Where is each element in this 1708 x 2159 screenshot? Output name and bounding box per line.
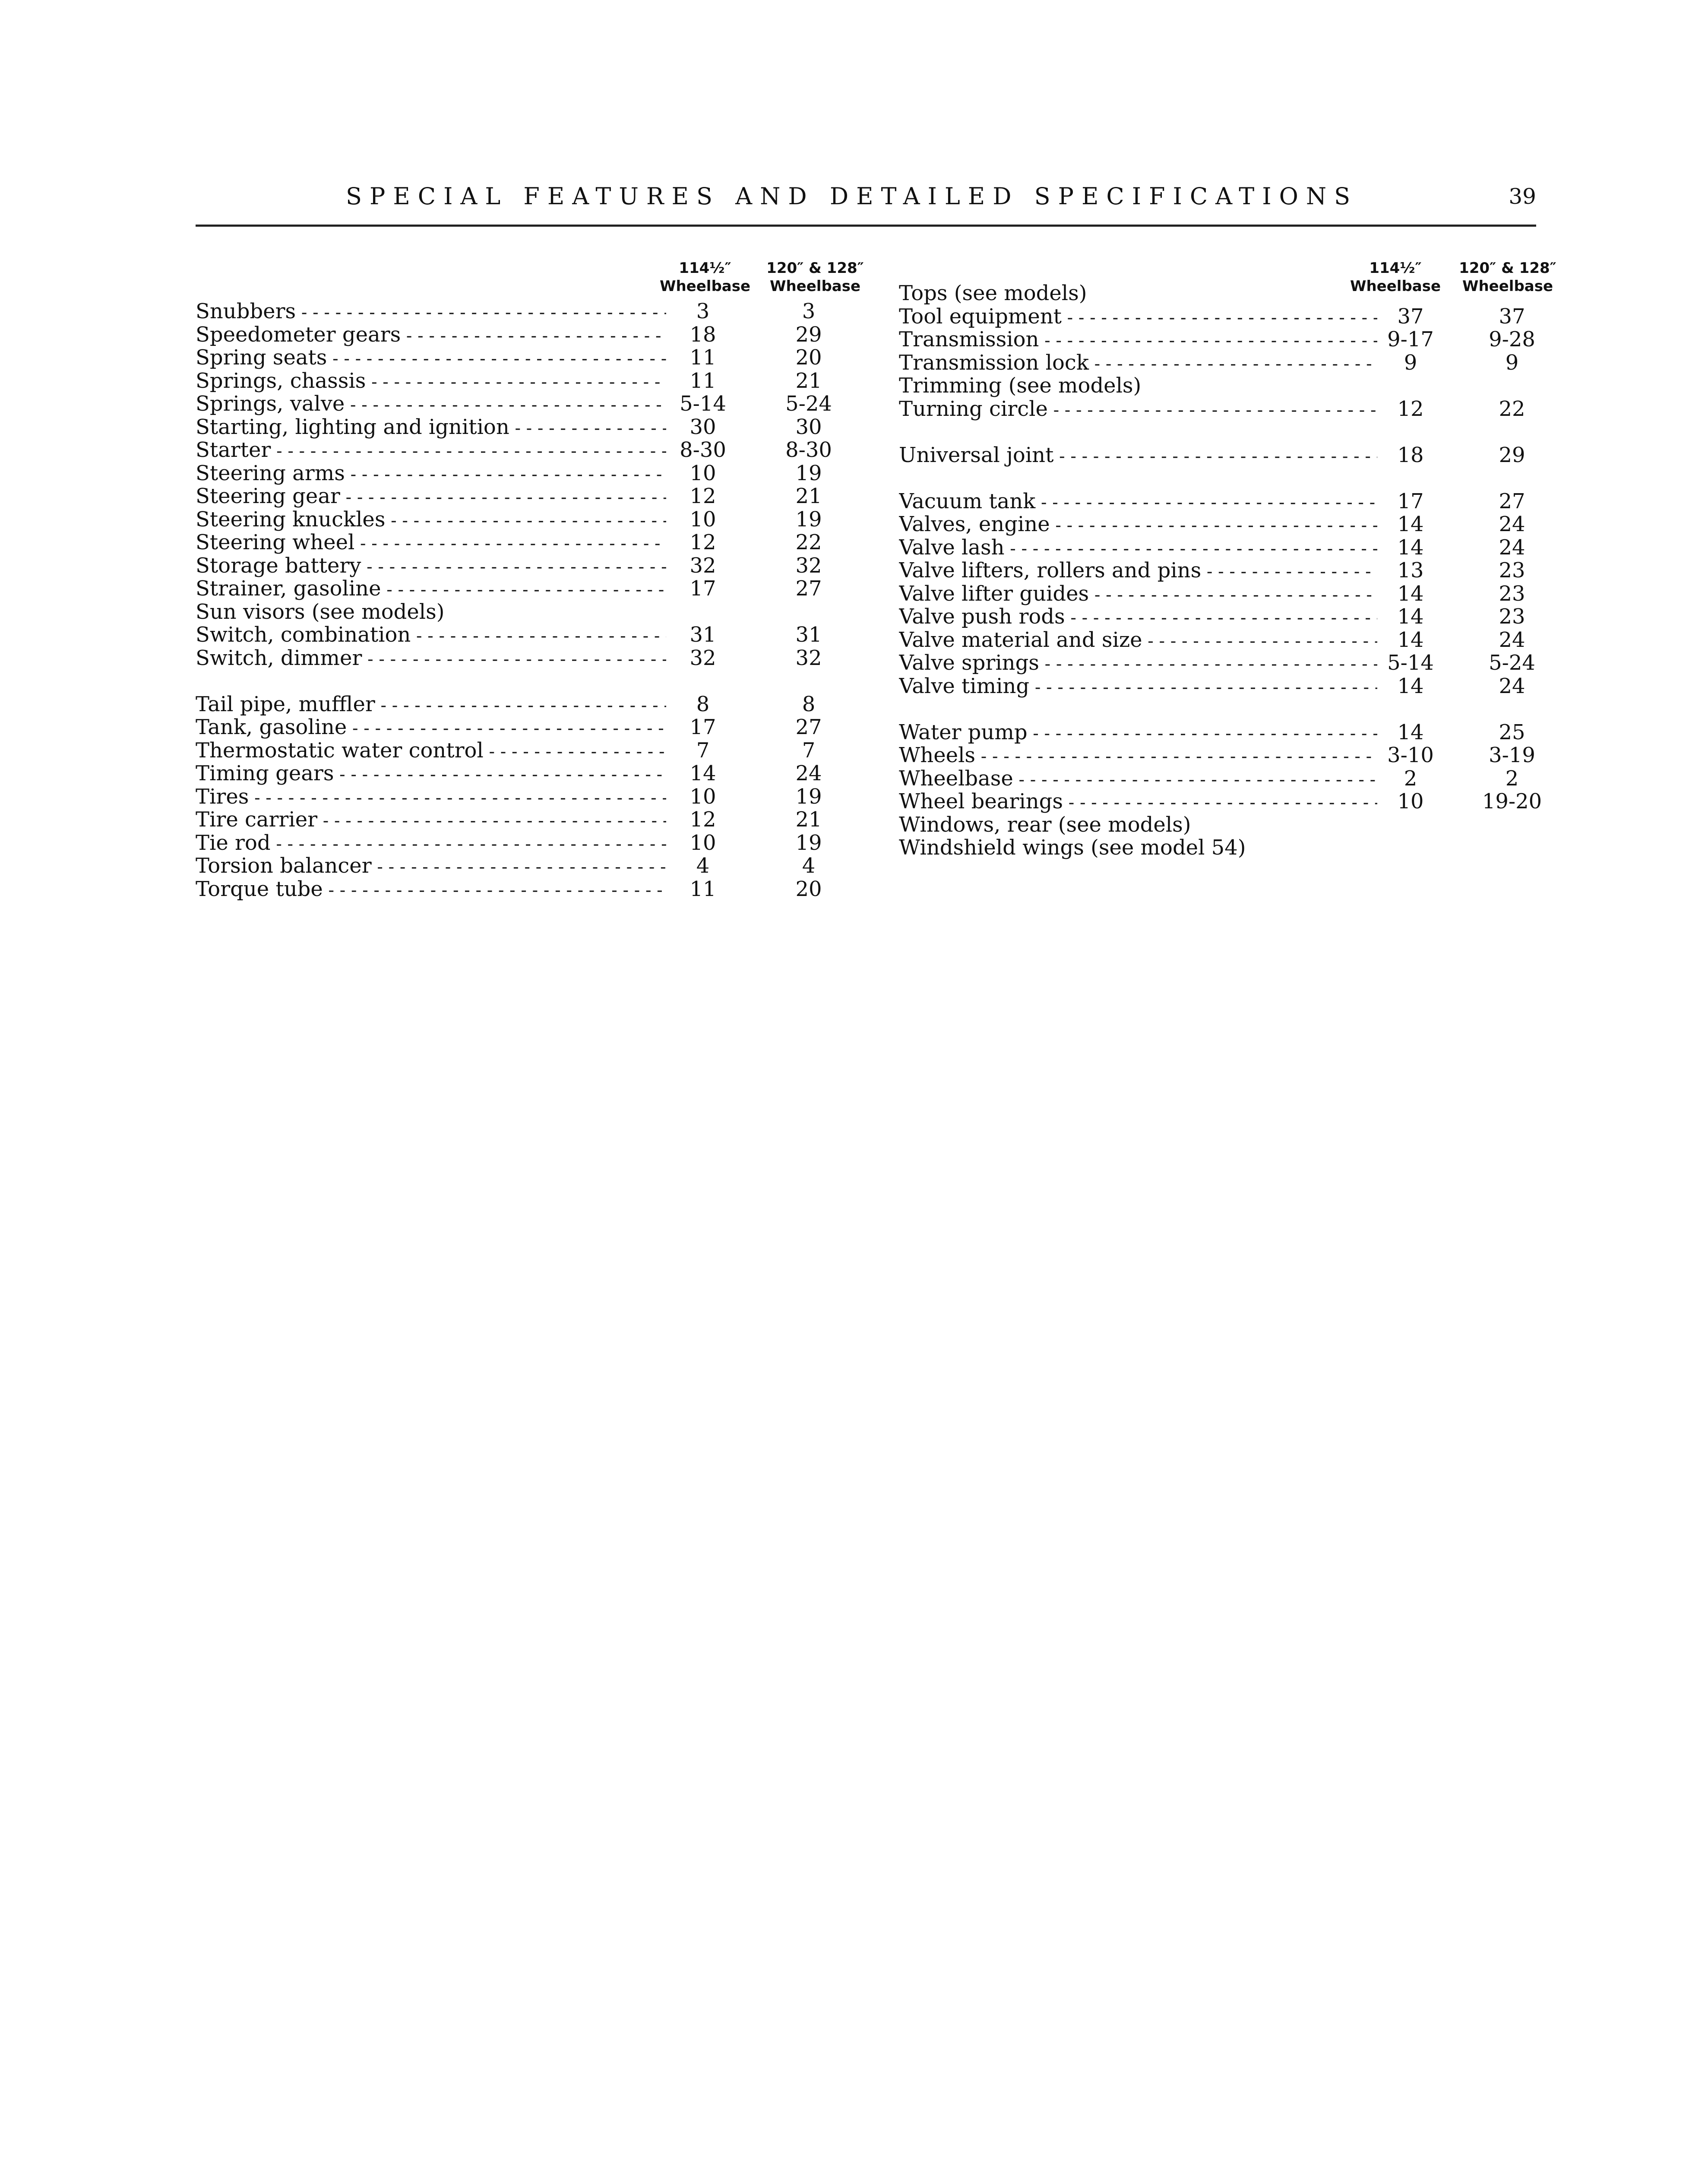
index-value-120-128: 30 [795, 415, 822, 439]
index-value-120-128: 32 [795, 646, 822, 670]
index-value-114: 10 [690, 784, 716, 809]
index-label: Speedometer gears - - - [196, 323, 666, 348]
index-row [196, 323, 867, 347]
index-row [899, 559, 1572, 582]
index-value-114: 5-14 [1387, 651, 1434, 675]
index-value-114: 3-10 [1387, 743, 1434, 767]
index-row [196, 485, 867, 508]
index-value-114: 14 [1397, 605, 1424, 629]
index-label: Steering arms - - - [196, 462, 666, 487]
index-row [899, 582, 1572, 606]
index-row [899, 814, 1572, 837]
index-value-120-128: 19 [795, 461, 822, 485]
index-label: Valve lifters, rollers and pins - - - [899, 559, 1377, 584]
index-label: Steering wheel - - - [196, 531, 666, 556]
index-row [196, 693, 867, 716]
index-row [196, 647, 867, 670]
index-value-120-128: 22 [1499, 396, 1525, 421]
index-row [899, 744, 1572, 767]
index-value-114: 11 [690, 368, 716, 393]
index-row [196, 855, 867, 878]
index-value-120-128: 27 [795, 576, 822, 601]
index-row [899, 629, 1572, 652]
index-label: Wheelbase - - - [899, 767, 1377, 792]
index-row [899, 328, 1572, 351]
index-value-120-128: 3-19 [1489, 743, 1535, 767]
index-value-120-128: 25 [1499, 720, 1525, 744]
index-value-120-128: 4 [802, 854, 816, 878]
index-label: Springs, chassis - - - [196, 370, 666, 394]
index-value-120-128: 9-28 [1489, 327, 1535, 351]
index-value-120-128: 7 [802, 738, 816, 763]
index-label: Sun visors (see models) [196, 600, 445, 624]
index-value-114: 14 [1397, 535, 1424, 560]
index-row [196, 832, 867, 855]
index-row [899, 305, 1572, 329]
index-row [899, 490, 1572, 513]
index-row [899, 282, 1572, 305]
index-value-114: 10 [1397, 789, 1424, 814]
index-label: Storage battery - - - [196, 554, 666, 579]
index-label: Switch, combination - - - [196, 624, 666, 648]
column-header-120-128-line2: Wheelbase [1462, 278, 1553, 295]
index-value-120-128: 19 [795, 784, 822, 809]
column-header-120-128-line1: 120″ & 128″ [1459, 260, 1556, 277]
index-value-114: 18 [690, 322, 716, 347]
column-header-120-128-line1: 120″ & 128″ [766, 260, 864, 277]
index-row [196, 439, 867, 462]
index-row [196, 508, 867, 532]
index-value-114: 12 [690, 530, 716, 554]
index-label: Tool equipment - - - [899, 305, 1377, 330]
index-value-114: 12 [1397, 396, 1424, 421]
index-row [899, 444, 1572, 467]
column-header-114-line2: Wheelbase [659, 278, 751, 295]
index-value-120-128: 20 [795, 345, 822, 370]
index-label: Vacuum tank - - - [899, 490, 1377, 515]
index-value-120-128: 19 [795, 507, 822, 532]
index-value-114: 17 [690, 715, 716, 739]
index-value-120-128: 21 [795, 484, 822, 508]
index-value-114: 8 [696, 692, 710, 716]
index-label: Valve lifter guides - - - [899, 582, 1377, 607]
index-label: Water pump - - - [899, 721, 1377, 746]
index-row [196, 554, 867, 578]
index-value-120-128: 21 [795, 807, 822, 832]
index-row [196, 739, 867, 763]
index-value-120-128: 19 [795, 830, 822, 855]
page-header [196, 181, 1536, 212]
index-value-114: 14 [1397, 674, 1424, 698]
index-value-114: 14 [1397, 627, 1424, 652]
index-value-114: 12 [690, 484, 716, 508]
index-value-120-128: 24 [1499, 535, 1525, 560]
index-value-114: 18 [1397, 443, 1424, 467]
column-header-114 [649, 259, 761, 295]
page-title: SPECIAL FEATURES AND DETAILED SPECIFICATIONS [346, 183, 1358, 210]
index-row [196, 624, 867, 647]
index-row [196, 300, 867, 323]
index-value-120-128: 37 [1499, 304, 1525, 329]
index-value-114: 14 [1397, 581, 1424, 606]
column-header-114-line2: Wheelbase [1350, 278, 1441, 295]
index-row [196, 601, 867, 624]
index-value-120-128: 5-24 [785, 392, 832, 416]
index-label: Valve push rods - - - [899, 605, 1377, 630]
index-value-120-128: 24 [1499, 627, 1525, 652]
index-value-114: 32 [690, 553, 716, 578]
index-value-114: 14 [1397, 720, 1424, 744]
index-label: Transmission lock - - - [899, 351, 1377, 376]
index-value-114: 10 [690, 830, 716, 855]
index-value-114: 14 [690, 761, 716, 785]
index-label: Torsion balancer - - - [196, 855, 666, 879]
index-value-114: 17 [690, 576, 716, 601]
index-label: Starter - - - [196, 439, 666, 463]
index-value-114: 37 [1397, 304, 1424, 329]
index-value-114: 14 [1397, 512, 1424, 536]
index-label: Starting, lighting and ignition - - - [196, 416, 666, 440]
index-value-114: 2 [1404, 766, 1417, 791]
index-value-114: 30 [690, 415, 716, 439]
index-column-right [899, 259, 1572, 860]
index-label: Steering knuckles - - - [196, 508, 666, 533]
index-row [196, 393, 867, 416]
index-value-120-128: 19-20 [1482, 789, 1542, 814]
index-label: Springs, valve - - - [196, 393, 666, 417]
index-row [196, 577, 867, 601]
index-value-114: 4 [696, 854, 710, 878]
index-value-114: 9 [1404, 350, 1417, 375]
index-value-120-128: 23 [1499, 581, 1525, 606]
index-row [196, 716, 867, 739]
column-header-114-line1: 114½″ [679, 260, 731, 277]
index-value-120-128: 21 [795, 368, 822, 393]
index-label: Wheels - - - [899, 744, 1377, 769]
index-row [899, 721, 1572, 744]
index-value-120-128: 2 [1505, 766, 1519, 791]
index-row [196, 808, 867, 832]
index-label: Steering gear - - - [196, 485, 666, 510]
index-label: Tire carrier - - - [196, 808, 666, 833]
index-value-114: 17 [1397, 489, 1424, 513]
index-label: Valve lash - - - [899, 536, 1377, 561]
index-label: Transmission - - - [899, 328, 1377, 353]
index-value-114: 11 [690, 877, 716, 901]
index-value-114: 31 [690, 623, 716, 647]
index-value-120-128: 9 [1505, 350, 1519, 375]
index-label: Valve material and size - - - [899, 629, 1377, 653]
index-value-120-128: 24 [795, 761, 822, 785]
index-value-114: 13 [1397, 558, 1424, 582]
index-row [899, 836, 1572, 860]
index-label: Windows, rear (see models) [899, 813, 1191, 837]
index-row [899, 374, 1572, 398]
index-row [899, 398, 1572, 421]
index-value-120-128: 23 [1499, 558, 1525, 582]
index-row [196, 370, 867, 393]
index-label: Trimming (see models) [899, 374, 1142, 398]
index-value-120-128: 20 [795, 877, 822, 901]
index-value-120-128: 27 [795, 715, 822, 739]
index-label: Valve timing - - - [899, 675, 1377, 700]
index-label: Torque tube - - - [196, 878, 666, 902]
index-value-114: 11 [690, 345, 716, 370]
index-label: Valve springs - - - [899, 652, 1377, 676]
index-column-left [196, 259, 867, 901]
index-row [196, 878, 867, 901]
index-label: Tops (see models) [899, 282, 1087, 305]
column-header-120-128 [759, 259, 871, 295]
index-value-120-128: 5-24 [1489, 651, 1535, 675]
index-row [196, 531, 867, 554]
index-label: Tires - - - [196, 785, 666, 810]
index-label: Switch, dimmer - - - [196, 647, 666, 671]
index-label: Windshield wings (see model 54) [899, 836, 1246, 860]
index-row [899, 790, 1572, 814]
index-row [196, 416, 867, 439]
index-value-114: 3 [696, 299, 710, 323]
index-value-114: 7 [696, 738, 710, 763]
index-label: Tie rod - - - [196, 832, 666, 856]
index-value-120-128: 8-30 [785, 438, 832, 462]
index-row [899, 652, 1572, 675]
index-value-120-128: 31 [795, 623, 822, 647]
index-row [196, 785, 867, 809]
column-header-120-128-line2: Wheelbase [769, 278, 861, 295]
index-label: Spring seats - - - [196, 346, 666, 371]
index-value-114: 12 [690, 807, 716, 832]
index-value-120-128: 32 [795, 553, 822, 578]
index-label: Universal joint - - - [899, 444, 1377, 469]
index-value-120-128: 29 [795, 322, 822, 347]
index-value-114: 10 [690, 507, 716, 532]
index-label: Tank, gasoline - - - [196, 716, 666, 741]
index-row [899, 675, 1572, 698]
index-row [899, 536, 1572, 560]
index-value-120-128: 24 [1499, 674, 1525, 698]
index-row [196, 762, 867, 785]
index-value-114: 32 [690, 646, 716, 670]
index-value-120-128: 8 [802, 692, 816, 716]
index-value-120-128: 29 [1499, 443, 1525, 467]
index-value-120-128: 23 [1499, 605, 1525, 629]
index-row [899, 351, 1572, 375]
header-rule [196, 225, 1536, 227]
column-header-114-line1: 114½″ [1369, 260, 1422, 277]
page-number: 39 [1509, 184, 1536, 209]
index-value-114: 10 [690, 461, 716, 485]
column-headers [196, 259, 867, 300]
index-value-114: 5-14 [680, 392, 726, 416]
index-label: Valves, engine - - - [899, 513, 1377, 538]
index-label: Strainer, gasoline - - - [196, 577, 666, 602]
index-label: Turning circle - - - [899, 398, 1377, 422]
index-value-120-128: 3 [802, 299, 816, 323]
index-value-114: 8-30 [680, 438, 726, 462]
index-row [899, 767, 1572, 791]
index-value-120-128: 24 [1499, 512, 1525, 536]
index-value-114: 9-17 [1387, 327, 1434, 351]
index-row [899, 513, 1572, 536]
index-label: Wheel bearings - - - [899, 790, 1377, 815]
index-row [899, 605, 1572, 629]
index-row [196, 346, 867, 370]
index-value-120-128: 27 [1499, 489, 1525, 513]
index-row [196, 462, 867, 485]
index-label: Timing gears - - - [196, 762, 666, 787]
index-label: Snubbers - - - [196, 300, 666, 325]
index-label: Thermostatic water control - - - [196, 739, 666, 764]
index-value-120-128: 22 [795, 530, 822, 554]
index-label: Tail pipe, muffler - - - [196, 693, 666, 718]
